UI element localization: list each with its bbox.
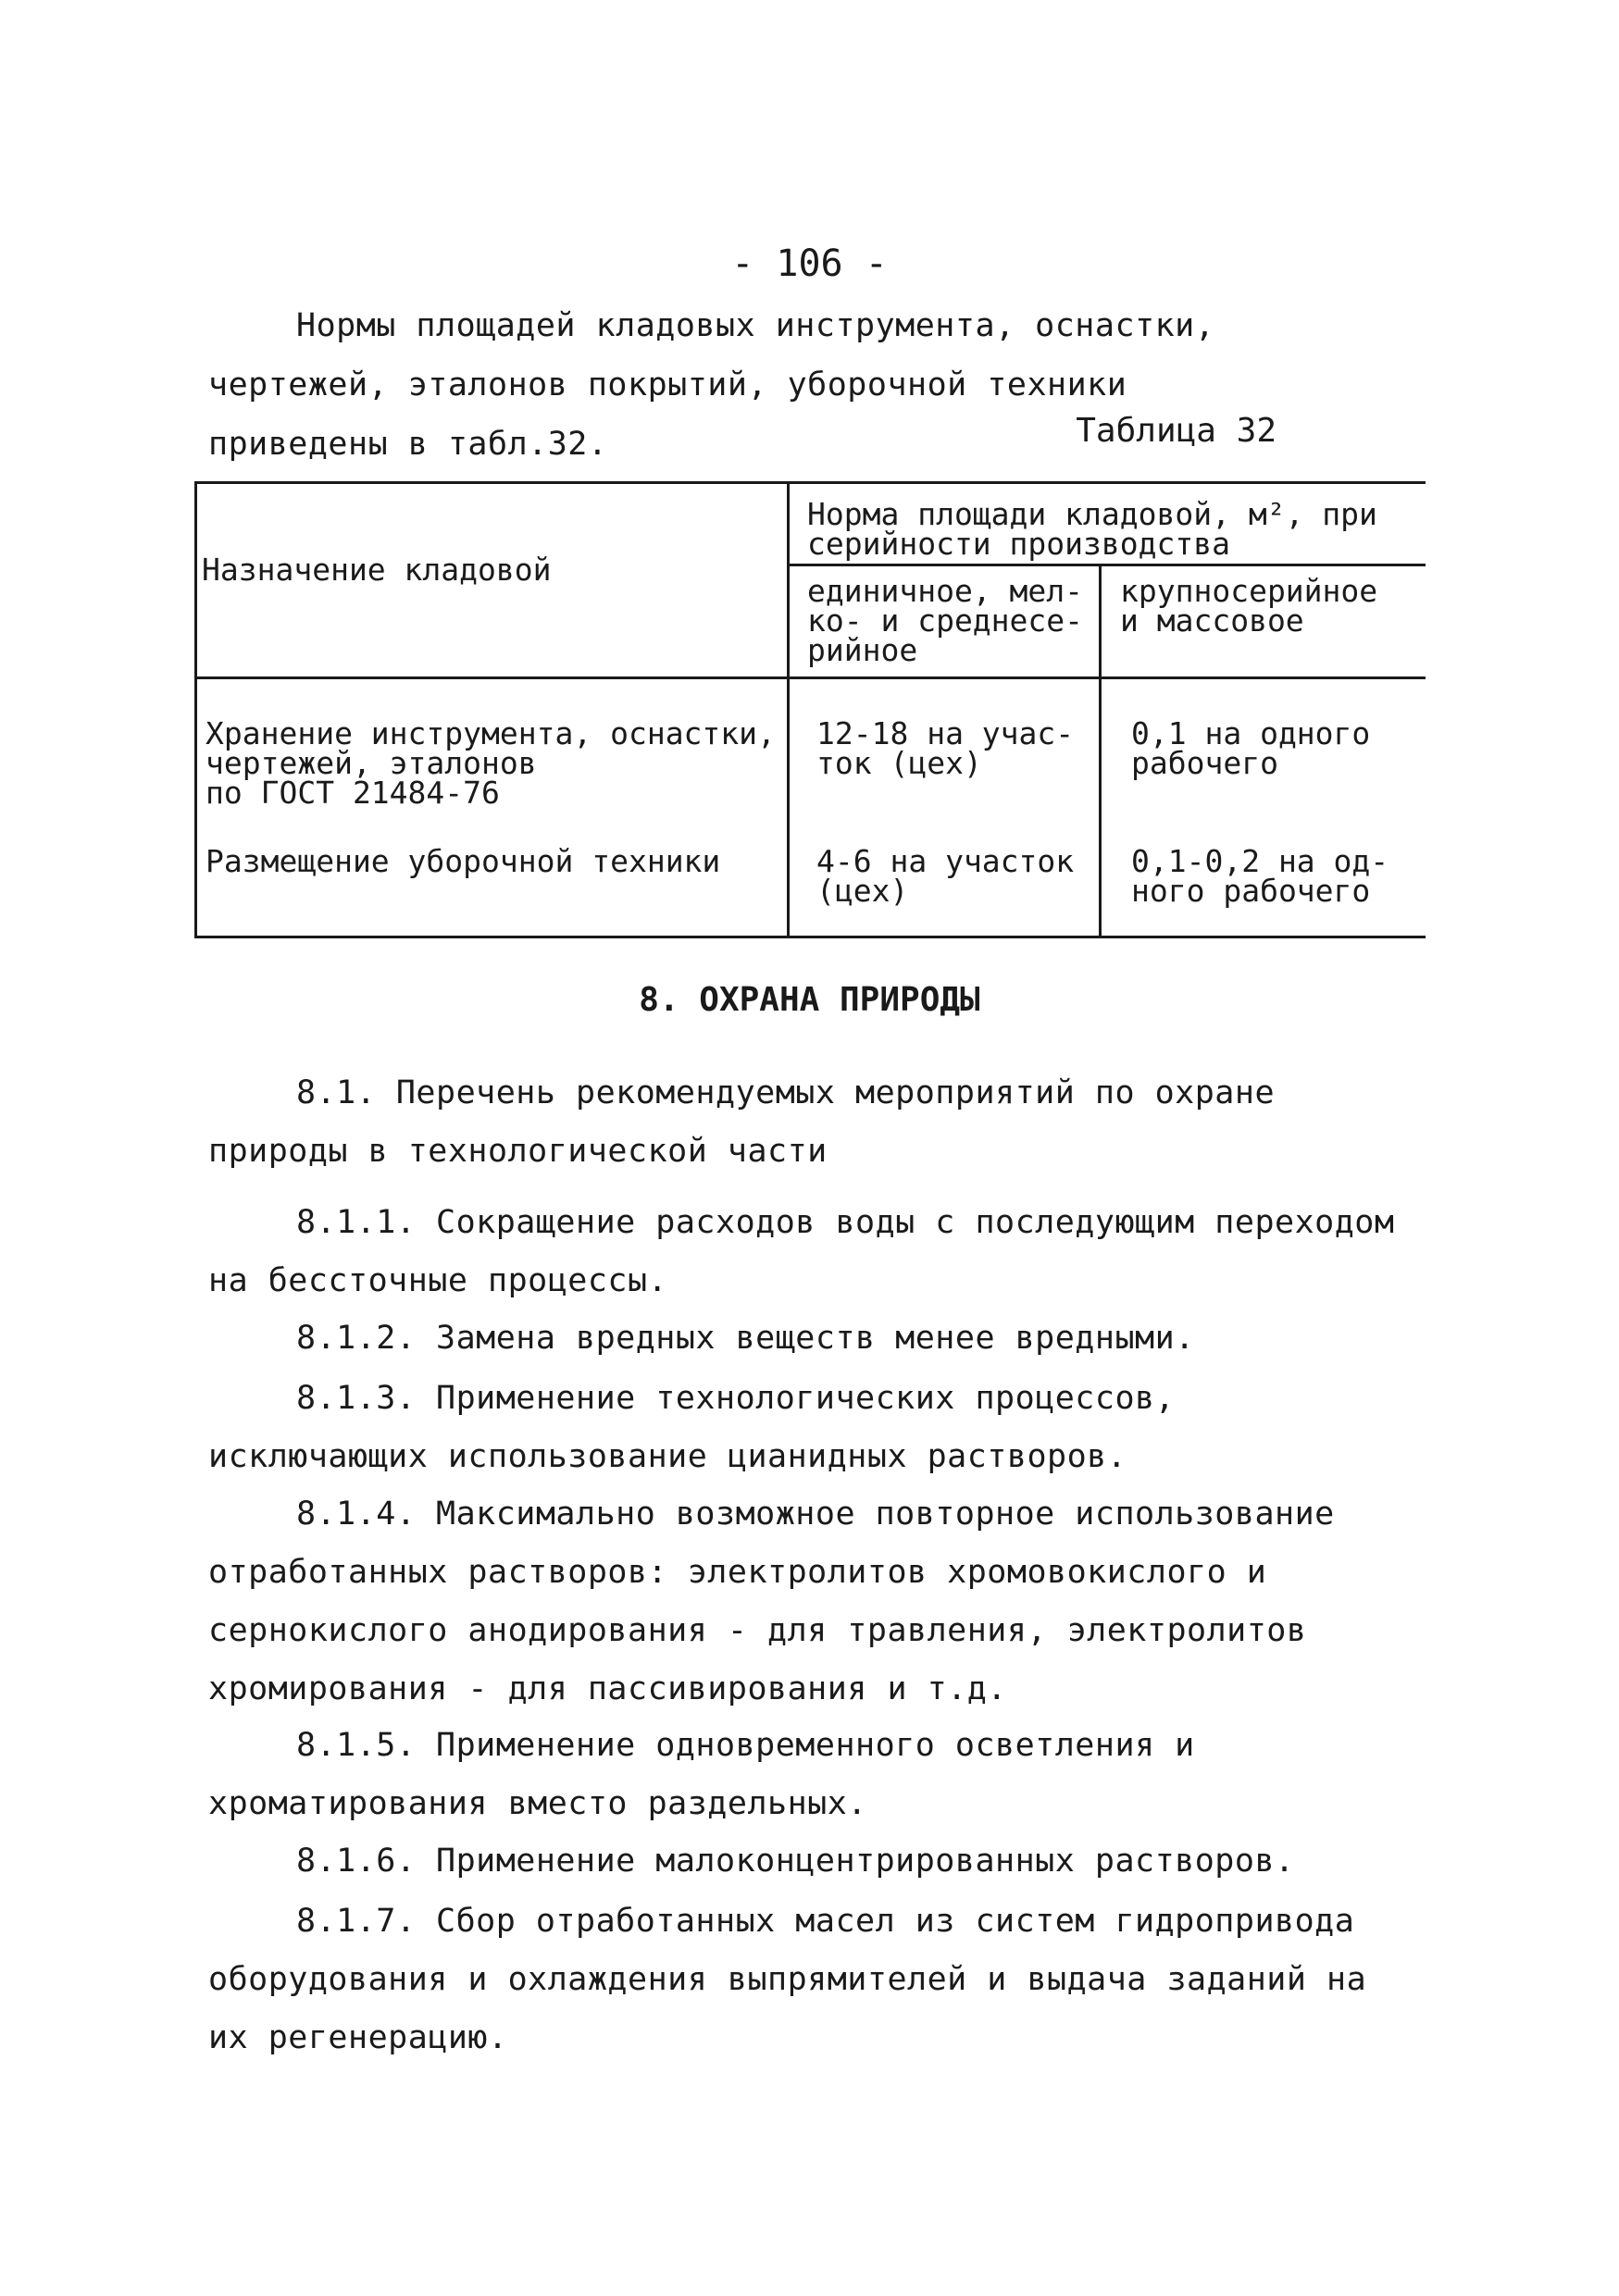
table-bottom-rule — [194, 936, 1426, 938]
header-large-series: крупносерийное и массовое — [1120, 573, 1378, 639]
table-top-rule — [194, 481, 1426, 484]
table-col-rule-2 — [1099, 564, 1102, 938]
item-8-1-1: 8.1.1. Сокращение расходов воды с последующим переходом на бессточные процессы. — [208, 1204, 1395, 1299]
header-norm-group: Норма площади кладовой, м², при серийности производства — [807, 496, 1377, 562]
header-small-series: единичное, мел- ко- и среднесе- рийное — [807, 573, 1084, 668]
row-1-large-series: 0,1 на одного рабочего — [1131, 715, 1371, 781]
row-2-large-series: 0,1-0,2 на од- ного рабочего — [1131, 843, 1389, 909]
row-2-small-series: 4-6 на участок (цех) — [816, 843, 1075, 909]
page-number: - 106 - — [731, 242, 888, 285]
table-subheader-rule — [787, 564, 1426, 566]
intro-paragraph: Нормы площадей кладовых инструмента, оснастки, чертежей, эталонов покрытий, уборочной техники приведены в табл.32. — [208, 307, 1215, 463]
item-8-1-2: 8.1.2. Замена вредных веществ менее вредными. — [296, 1320, 1195, 1357]
row-2-purpose: Размещение уборочной техники — [205, 843, 721, 879]
table-header-rule — [194, 676, 1426, 679]
item-8-1-7: 8.1.7. Сбор отработанных масел из систем гидропривода оборудования и охлаждения выпрямителей и выдача заданий на их регенерацию. — [208, 1903, 1367, 2056]
table-left-rule — [194, 481, 197, 938]
header-purpose: Назначение кладовой — [202, 552, 552, 588]
section-heading: 8. ОХРАНА ПРИРОДЫ — [639, 981, 980, 1019]
item-8-1-5: 8.1.5. Применение одновременного осветления и хроматирования вместо раздельных. — [208, 1727, 1195, 1822]
row-1-purpose: Хранение инструмента, оснастки, чертежей, эталонов по ГОСТ 21484-76 — [205, 715, 776, 811]
norms-table — [194, 481, 1426, 938]
table-col-rule-1 — [787, 481, 790, 938]
item-8-1-4: 8.1.4. Максимально возможное повторное использование отработанных растворов: электролитов хромовокислого и сернокислого анодирования - для травления, электролитов хромирования - для пассивирования и т.д. — [208, 1496, 1335, 1707]
table-caption: Таблица 32 — [1076, 412, 1277, 450]
row-1-small-series: 12-18 на учас- ток (цех) — [816, 715, 1075, 781]
item-8-1-3: 8.1.3. Применение технологических процессов, исключающих использование цианидных растворов. — [208, 1380, 1176, 1475]
item-8-1-6: 8.1.6. Применение малоконцентрированных растворов. — [296, 1843, 1295, 1880]
subsection-8-1: 8.1. Перечень рекомендуемых мероприятий по охране природы в технологической части — [208, 1074, 1276, 1170]
